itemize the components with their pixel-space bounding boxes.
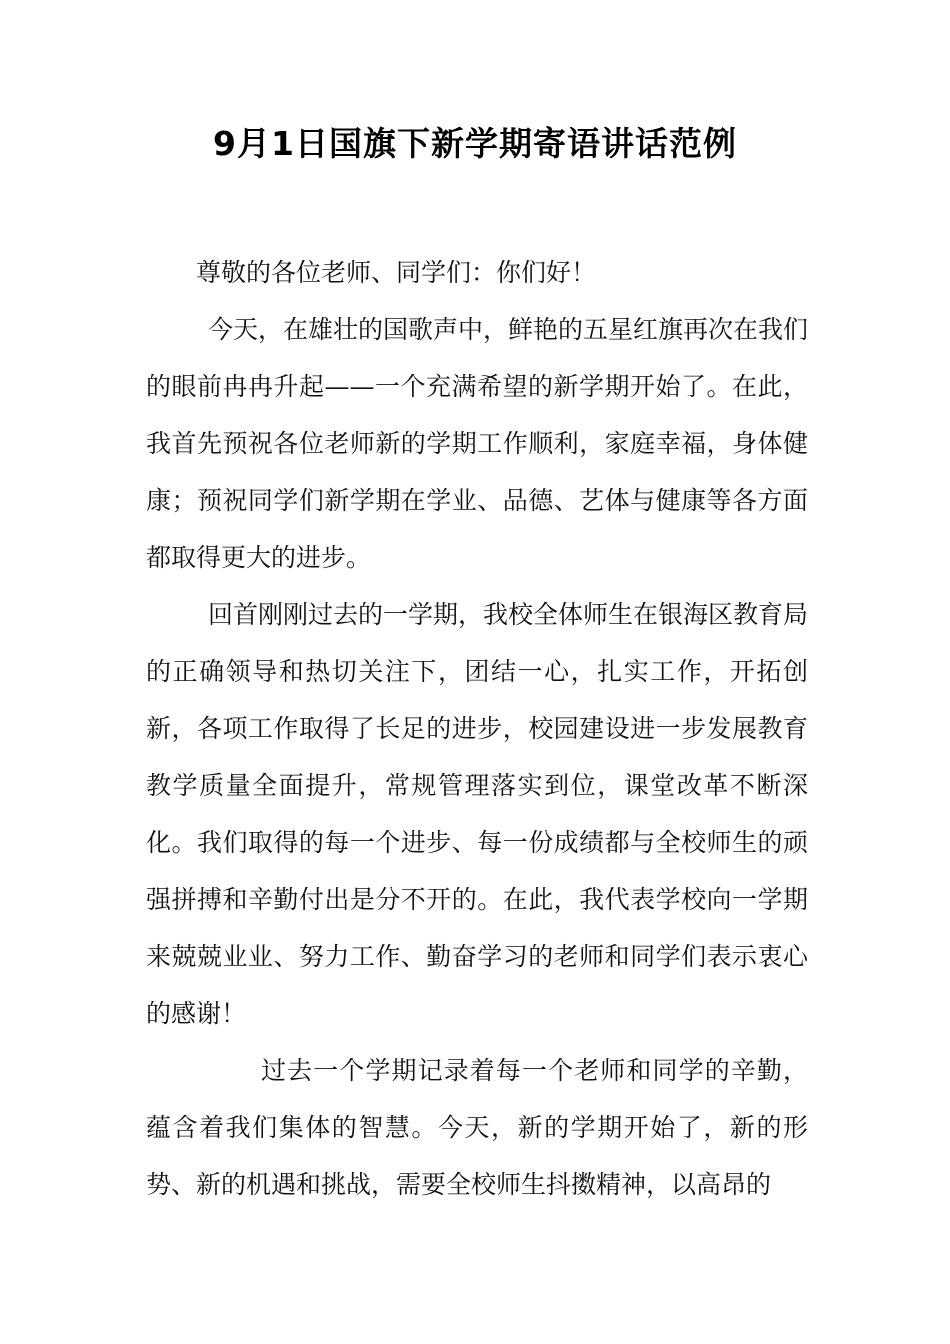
paragraph-new-semester: 过去一个学期记录着每一个老师和同学的辛勤，蕴含着我们集体的智慧。今天，新的学期开始了，新的形势、新的机遇和挑战，需要全校师生抖擞精神，以高昂的	[146, 1056, 808, 1199]
greeting-line: 尊敬的各位老师、同学们：你们好！	[196, 258, 597, 287]
document-body	[146, 244, 808, 1213]
paragraph-opening: 今天，在雄壮的国歌声中，鲜艳的五星红旗再次在我们的眼前冉冉升起——一个充满希望的新学期开始了。在此，我首先预祝各位老师新的学期工作顺利，家庭幸福，身体健康；预祝同学们新学期在学业、品德、艺体与健康等各方面都取得更大的进步。	[146, 315, 809, 572]
paragraph-review: 回首刚刚过去的一学期，我校全体师生在银海区教育局的正确领导和热切关注下，团结一心，扎实工作，开拓创新，各项工作取得了长足的进步，校园建设进一步发展教育教学质量全面提升，常规管理落实到位，课堂改革不断深化。我们取得的每一个进步、每一份成绩都与全校师生的顽强拼搏和辛勤付出是分不开的。在此，我代表学校向一学期来兢兢业业、努力工作、勤奋学习的老师和同学们表示衷心的感谢！	[146, 600, 809, 1028]
document-title: 9月1日国旗下新学期寄语讲话范例	[213, 124, 737, 163]
